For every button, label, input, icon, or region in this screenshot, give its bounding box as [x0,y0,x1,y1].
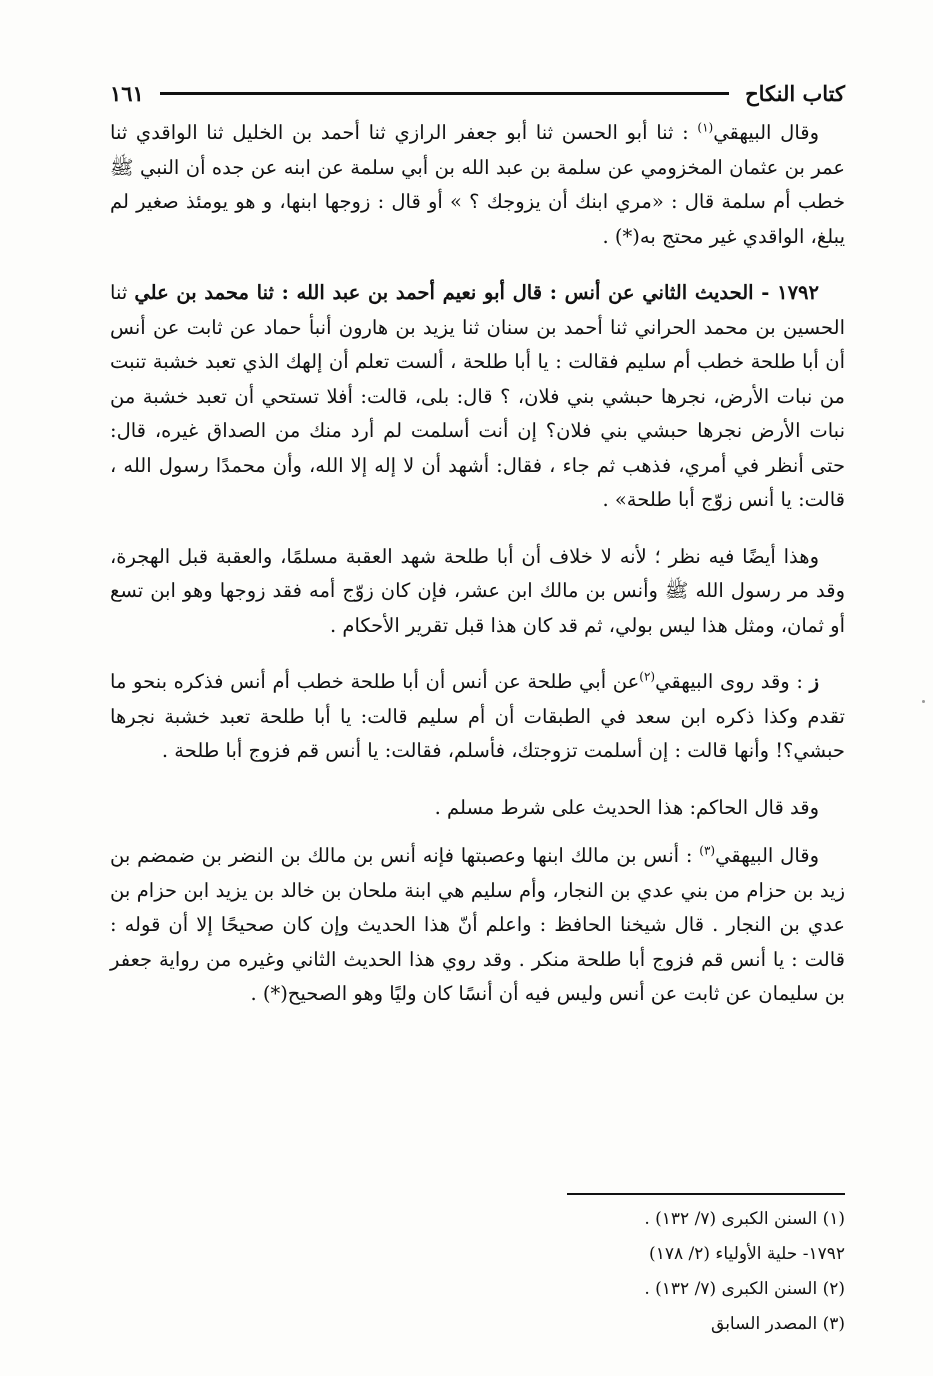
text-run: : ثنا أبو الحسن ثنا أبو جعفر الرازي ثنا أحمد بن الخليل ثنا الواقدي ثنا عمر بن عثمان المخزومي عن سلمة بن عبد الله بن أبي سلمة عن ابنه عن جده أن النبي ﷺ خطب أم سلمة قال : «مري ابنك أن يزوجك ؟ » أو قال : زوجها ابنها، و هو يومئذ صغير لم يبلغ، الواقدي غير محتج به(*) . [110,121,845,248]
bold-text: ١٧٩٢ - الحديث الثاني عن أنس : قال أبو نعيم أحمد بن عبد الله : ثنا محمد بن علي [134,281,819,304]
text-run: وهذا أيضًا فيه نظر ؛ لأنه لا خلاف أن أبا طلحة شهد العقبة مسلمًا، والعقبة قبل الهجرة، وقد مر رسول الله ﷺ وأنس بن مالك ابن عشر، فإن كان زوّج أمه فقد زوجها وهو ابن تسع أو ثمان، ومثل هذا ليس بولي، ثم قد كان هذا قبل تقرير الأحكام . [110,544,845,637]
footnote-ref: (١) [697,120,714,135]
text-run: وقد قال الحاكم: هذا الحديث على شرط مسلم . [434,795,819,819]
footnote: (٣) المصدر السابق [711,1314,845,1334]
paragraph [110,276,845,518]
footnotes [440,1202,845,1342]
text-run: : وقد روى البيهقي [655,670,810,693]
text-run: وقال البيهقي [715,844,819,867]
text-run: وقال البيهقي [713,121,819,144]
footnote-divider [567,1193,845,1195]
paragraph [110,540,845,644]
text-run: : أنس بن مالك ابنها وعصبتها فإنه أنس بن مالك بن النضر بن ضمضم بن زيد بن حزام من بني عدي بن النجار، وأم سليم هي ابنة ملحان بن خالد بن يزيد ابن حزام بن عدي بن النجار . قال شيخنا الحافظ : واعلم أنّ هذا الحديث وإن كان صحيحًا إلا أن قوله : قالت : يا أنس قم فزوج أبا طلحة منكر . وقد روي هذا الحديث الثاني وغيره من رواية جعفر بن سليمان عن ثابت عن أنس وليس فيه أن أنسًا كان وليًا وهو الصحيح(*) . [110,844,845,1005]
main-text [110,116,845,1012]
paragraph [110,665,845,769]
header-rule [160,92,729,95]
footnote: ١٧٩٢- حلية الأولياء (٢/ ١٧٨) [649,1244,845,1264]
footnote: (١) السنن الكبرى (٧/ ١٣٢) . [644,1209,845,1229]
text-run: ثنا الحسين بن محمد الحراني ثنا أحمد بن سنان ثنا يزيد بن هارون أنبأ حماد عن ثابت عن أنس أن أبا طلحة خطب أم سليم فقالت : يا أبا طلحة ، ألست تعلم أن إلهك الذي تعبد خشبة تنبت من نبات الأرض، نجرها حبشي بني فلان، ؟ قال: بلى، قالت: أفلا تستحي أن تعبد خشبة من نبات الأرض نجرها حبشي بني فلان؟ إن أنت أسلمت لم أرد منك من الصداق غيره، قال: حتى أنظر في أمري، فذهب ثم جاء ، فقال: أشهد أن لا إله إلا الله، وأن محمدًا رسول الله ، قالت: يا أنس زوّج أبا طلحة» . [110,281,845,511]
text-run: عن أبي طلحة عن أنس أن أبا طلحة خطب أم أنس فذكره بنحو ما تقدم وكذا ذكره ابن سعد في الطبقات أن أم سليم قالت: يا أبا طلحة تعبد خشبة نجرها حبشي؟! وأنها قالت : إن أسلمت تزوجتك، فأسلم، فقالت: يا أنس قم فزوج أبا طلحة . [110,670,845,762]
footnote-ref: (٣) [699,843,716,858]
running-header [110,76,845,110]
paragraph [110,791,845,826]
page-number: ١٦١ [110,80,144,106]
bold-text: ز [809,670,819,693]
footnote: (٢) السنن الكبرى (٧/ ١٣٢) . [644,1279,845,1299]
paragraph [110,839,845,1012]
margin-dot [922,700,925,703]
chapter-title: كتاب النكاح [745,80,845,106]
footnote-ref: (٢) [639,669,656,684]
paragraph [110,116,845,254]
